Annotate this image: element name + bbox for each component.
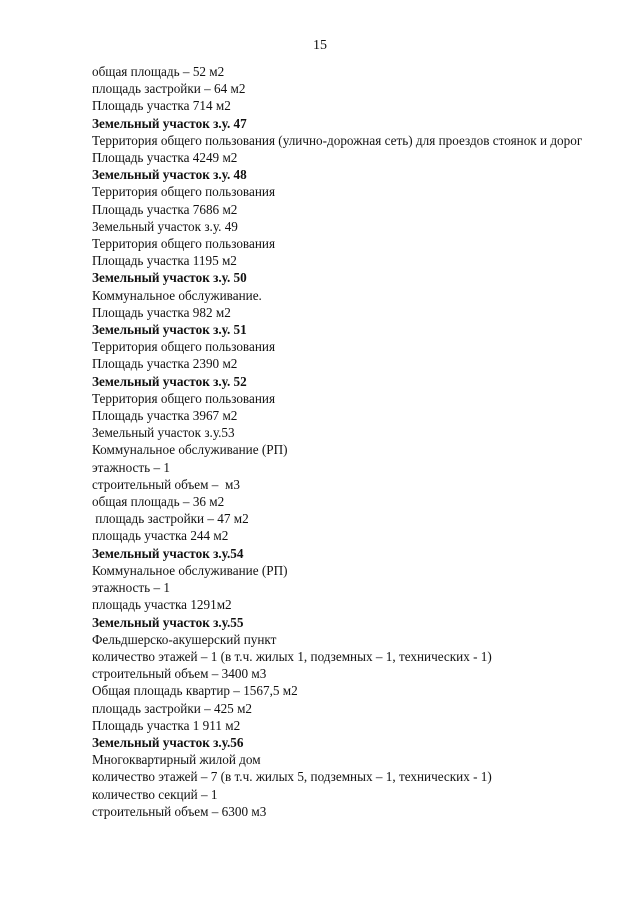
text-line: площадь участка 1291м2 — [92, 597, 232, 613]
section-heading: Земельный участок з.у. 50 — [92, 270, 247, 286]
text-line: Многоквартирный жилой дом — [92, 752, 261, 768]
text-line: Земельный участок з.у.53 — [92, 425, 235, 441]
text-line: количество этажей – 7 (в т.ч. жилых 5, подземных – 1, технических - 1) — [92, 769, 492, 785]
text-line: площадь застройки – 425 м2 — [92, 700, 253, 716]
text-line: Территория общего пользования (улично-дорожная сеть) для проездов стоянок и дорог — [92, 132, 583, 148]
text-line: Площадь участка 2390 м2 — [92, 356, 238, 372]
text-line: Фельдшерско-акушерский пункт — [92, 631, 277, 647]
text-line: Площадь участка 3967 м2 — [92, 408, 238, 424]
text-line: Общая площадь квартир – 1567,5 м2 — [92, 683, 298, 699]
text-line: Территория общего пользования — [92, 339, 276, 355]
text-line: строительный объем – м3 — [92, 476, 240, 492]
text-line: Территория общего пользования — [92, 184, 276, 200]
text-line: строительный объем – 6300 м3 — [92, 803, 267, 819]
document-body — [92, 63, 607, 820]
text-line: Земельный участок з.у. 49 — [92, 218, 238, 234]
text-line: Площадь участка 714 м2 — [92, 98, 231, 114]
section-heading: Земельный участок з.у. 47 — [92, 115, 247, 131]
text-line: Площадь участка 1195 м2 — [92, 253, 237, 269]
text-line: Площадь участка 982 м2 — [92, 304, 231, 320]
section-heading: Земельный участок з.у. 51 — [92, 322, 247, 338]
text-line: Площадь участка 4249 м2 — [92, 150, 238, 166]
text-line: общая площадь – 36 м2 — [92, 494, 225, 510]
page-number: 15 — [313, 38, 327, 53]
text-line: площадь застройки – 64 м2 — [92, 81, 246, 97]
text-line: площадь застройки – 47 м2 — [92, 511, 249, 527]
text-line: этажность – 1 — [92, 580, 170, 596]
text-line: площадь участка 244 м2 — [92, 528, 229, 544]
text-line: количество секций – 1 — [92, 786, 218, 802]
text-line: количество этажей – 1 (в т.ч. жилых 1, подземных – 1, технических - 1) — [92, 648, 492, 664]
section-heading: Земельный участок з.у.55 — [92, 614, 244, 630]
text-line: Коммунальное обслуживание (РП) — [92, 562, 288, 578]
section-heading: Земельный участок з.у.56 — [92, 734, 244, 750]
text-line: Территория общего пользования — [92, 236, 276, 252]
text-line: Коммунальное обслуживание. — [92, 287, 262, 303]
text-line: строительный объем – 3400 м3 — [92, 666, 267, 682]
section-heading: Земельный участок з.у. 52 — [92, 373, 247, 389]
text-line: этажность – 1 — [92, 459, 170, 475]
section-heading: Земельный участок з.у. 48 — [92, 167, 247, 183]
text-line: общая площадь – 52 м2 — [92, 64, 225, 79]
text-line: Площадь участка 7686 м2 — [92, 201, 238, 217]
text-line: Коммунальное обслуживание (РП) — [92, 442, 288, 458]
section-heading: Земельный участок з.у.54 — [92, 545, 244, 561]
text-line: Территория общего пользования — [92, 390, 276, 406]
text-line: Площадь участка 1 911 м2 — [92, 717, 241, 733]
